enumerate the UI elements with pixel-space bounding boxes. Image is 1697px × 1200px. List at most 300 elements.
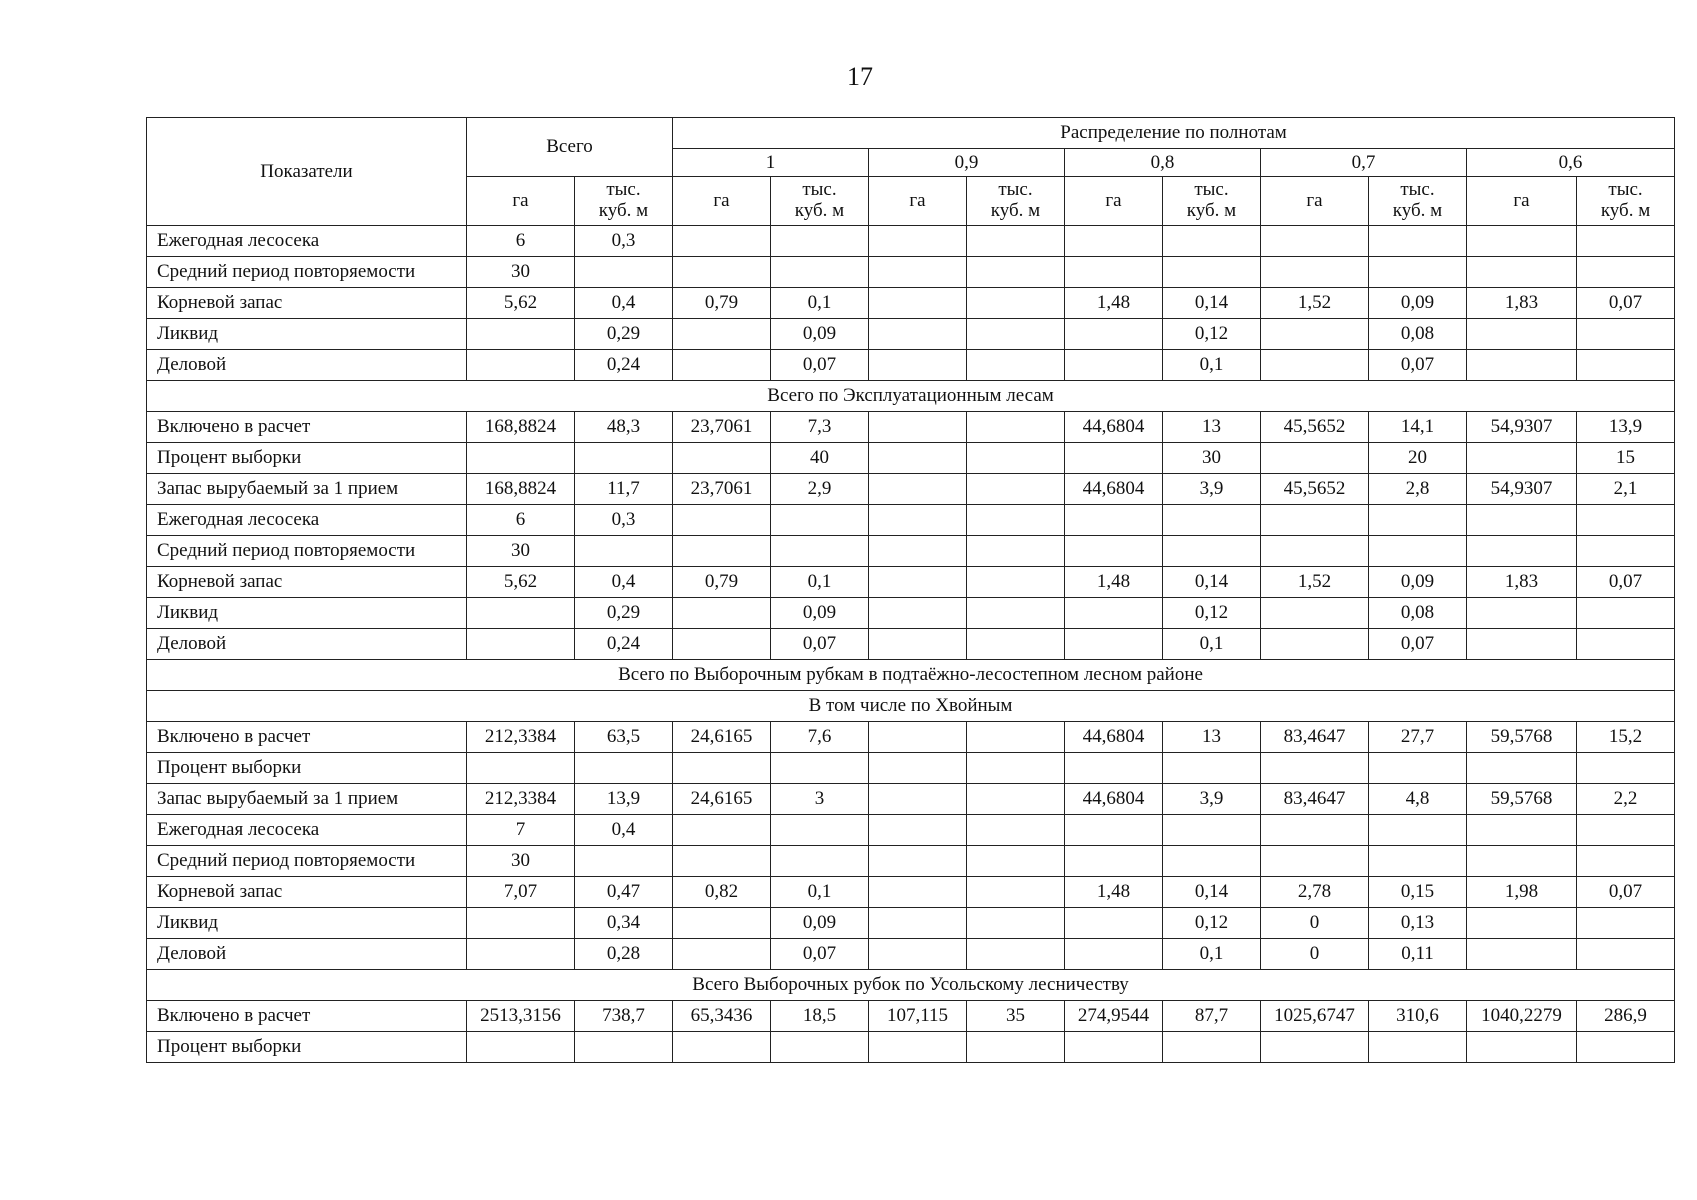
row-label: Ежегодная лесосека <box>147 226 467 257</box>
table-cell <box>673 753 771 784</box>
table-cell: 0,08 <box>1369 319 1467 350</box>
table-cell: 13 <box>1163 412 1261 443</box>
table-cell: 0,07 <box>1369 629 1467 660</box>
table-row <box>147 1032 1675 1063</box>
table-cell <box>1467 536 1577 567</box>
table-cell <box>869 412 967 443</box>
table-cell: 0,07 <box>771 629 869 660</box>
table-cell <box>967 877 1065 908</box>
table-row <box>147 877 1675 908</box>
table-cell <box>771 505 869 536</box>
table-cell: 18,5 <box>771 1001 869 1032</box>
table-cell <box>1577 536 1675 567</box>
table-cell: 1,48 <box>1065 288 1163 319</box>
page-number: 17 <box>847 62 873 91</box>
table-cell <box>673 536 771 567</box>
table-cell: 1,98 <box>1467 877 1577 908</box>
table-cell <box>673 443 771 474</box>
table-cell: 83,4647 <box>1261 784 1369 815</box>
table-cell <box>1577 319 1675 350</box>
table-cell: 0,09 <box>1369 288 1467 319</box>
table-cell: 0,09 <box>1369 567 1467 598</box>
table-cell: 0,4 <box>575 288 673 319</box>
table-cell <box>1261 846 1369 877</box>
unit-volume-line1: тыс. <box>1400 179 1435 201</box>
row-label: Деловой <box>147 939 467 970</box>
table-cell <box>869 908 967 939</box>
table-row <box>147 257 1675 288</box>
table-cell: 310,6 <box>1369 1001 1467 1032</box>
table-cell: 7,6 <box>771 722 869 753</box>
unit-ha-label: га <box>1306 190 1323 212</box>
table-cell <box>673 257 771 288</box>
header-density: 1 <box>673 149 869 177</box>
unit-volume-line2: куб. м <box>990 200 1041 221</box>
header-density: 0,9 <box>869 149 1065 177</box>
unit-volume-line1: тыс. <box>998 179 1033 201</box>
header-row-1 <box>147 118 1675 149</box>
table-cell: 20 <box>1369 443 1467 474</box>
table-cell: 1025,6747 <box>1261 1001 1369 1032</box>
table-cell: 13,9 <box>1577 412 1675 443</box>
table-cell: 59,5768 <box>1467 784 1577 815</box>
table-cell: 0,29 <box>575 319 673 350</box>
table-cell: 0,09 <box>771 908 869 939</box>
header-density: 0,8 <box>1065 149 1261 177</box>
table-cell <box>967 536 1065 567</box>
header-density: 0,6 <box>1467 149 1675 177</box>
row-label: Процент выборки <box>147 753 467 784</box>
table-cell: 286,9 <box>1577 1001 1675 1032</box>
table-cell <box>771 1032 869 1063</box>
table-cell <box>1065 505 1163 536</box>
table-cell <box>467 319 575 350</box>
table-cell <box>1577 939 1675 970</box>
table-cell: 0,82 <box>673 877 771 908</box>
table-row <box>147 505 1675 536</box>
table-cell <box>1163 536 1261 567</box>
table-cell: 45,5652 <box>1261 474 1369 505</box>
header-density: 0,7 <box>1261 149 1467 177</box>
table-cell <box>1163 1032 1261 1063</box>
table-cell <box>673 598 771 629</box>
table-cell <box>575 536 673 567</box>
table-cell <box>869 939 967 970</box>
table-cell: 168,8824 <box>467 412 575 443</box>
table-cell <box>467 1032 575 1063</box>
table-cell <box>869 505 967 536</box>
table-cell: 0,07 <box>771 350 869 381</box>
table-cell <box>1261 319 1369 350</box>
table-cell <box>1065 1032 1163 1063</box>
table-cell <box>1369 505 1467 536</box>
table-cell: 44,6804 <box>1065 784 1163 815</box>
table-cell: 0,14 <box>1163 288 1261 319</box>
table-cell <box>967 350 1065 381</box>
table-cell: 13,9 <box>575 784 673 815</box>
table-cell: 54,9307 <box>1467 412 1577 443</box>
table-cell <box>1261 598 1369 629</box>
table-cell: 30 <box>467 846 575 877</box>
table-row <box>147 474 1675 505</box>
table-cell <box>967 722 1065 753</box>
table-cell: 212,3384 <box>467 784 575 815</box>
table-cell: 0,07 <box>771 939 869 970</box>
table-cell: 0,1 <box>771 288 869 319</box>
table-cell: 5,62 <box>467 567 575 598</box>
row-label: Ежегодная лесосека <box>147 815 467 846</box>
unit-volume-line1: тыс. <box>1608 179 1643 201</box>
table-cell <box>1065 536 1163 567</box>
table-cell: 0,24 <box>575 350 673 381</box>
forest-harvest-table <box>146 117 1675 1063</box>
table-cell <box>1065 598 1163 629</box>
table-cell <box>1163 226 1261 257</box>
table-cell <box>1467 350 1577 381</box>
unit-ha <box>1467 177 1577 226</box>
row-label: Ликвид <box>147 319 467 350</box>
table-cell <box>1467 505 1577 536</box>
table-cell <box>869 567 967 598</box>
table-cell <box>1577 629 1675 660</box>
table-cell <box>869 784 967 815</box>
table-cell: 0,13 <box>1369 908 1467 939</box>
table-cell <box>467 629 575 660</box>
table-cell: 7 <box>467 815 575 846</box>
row-label: Ликвид <box>147 598 467 629</box>
table-cell <box>467 598 575 629</box>
table-cell <box>1163 257 1261 288</box>
table-cell <box>967 443 1065 474</box>
table-cell <box>1163 753 1261 784</box>
table-cell: 2,8 <box>1369 474 1467 505</box>
table-cell <box>869 536 967 567</box>
table-cell <box>967 784 1065 815</box>
table-cell <box>467 939 575 970</box>
table-cell <box>1467 939 1577 970</box>
table-cell: 48,3 <box>575 412 673 443</box>
table-cell <box>1369 257 1467 288</box>
table-cell <box>967 567 1065 598</box>
table-cell <box>1577 257 1675 288</box>
table-cell <box>673 908 771 939</box>
table-cell: 23,7061 <box>673 474 771 505</box>
table-cell: 0,29 <box>575 598 673 629</box>
table-cell: 1,52 <box>1261 567 1369 598</box>
table-cell: 0 <box>1261 939 1369 970</box>
table-cell <box>1065 319 1163 350</box>
table-row <box>147 350 1675 381</box>
table-body <box>147 226 1675 1063</box>
table-cell: 2513,3156 <box>467 1001 575 1032</box>
row-label: Корневой запас <box>147 288 467 319</box>
table-cell: 0,07 <box>1577 567 1675 598</box>
table-cell: 5,62 <box>467 288 575 319</box>
section-row <box>147 691 1675 722</box>
table-cell: 4,8 <box>1369 784 1467 815</box>
unit-ha <box>869 177 967 226</box>
table-cell: 11,7 <box>575 474 673 505</box>
table-cell: 1,83 <box>1467 288 1577 319</box>
table-cell <box>771 815 869 846</box>
table-cell <box>1467 226 1577 257</box>
table-cell: 0,47 <box>575 877 673 908</box>
table-cell: 15,2 <box>1577 722 1675 753</box>
table-cell: 83,4647 <box>1261 722 1369 753</box>
table-row <box>147 939 1675 970</box>
table-cell <box>967 629 1065 660</box>
table-cell: 0,24 <box>575 629 673 660</box>
table-cell: 0,14 <box>1163 877 1261 908</box>
table-cell <box>967 939 1065 970</box>
table-cell <box>1065 939 1163 970</box>
table-cell <box>1065 846 1163 877</box>
table-cell: 0,79 <box>673 567 771 598</box>
table-cell <box>967 226 1065 257</box>
table-cell: 0,15 <box>1369 877 1467 908</box>
table-cell <box>1577 226 1675 257</box>
table-row <box>147 784 1675 815</box>
unit-ha <box>467 177 575 226</box>
table-cell <box>1065 350 1163 381</box>
table-cell <box>467 443 575 474</box>
row-label: Деловой <box>147 350 467 381</box>
table-row <box>147 319 1675 350</box>
table-row <box>147 846 1675 877</box>
table-cell <box>869 443 967 474</box>
table-cell: 87,7 <box>1163 1001 1261 1032</box>
table-cell <box>869 598 967 629</box>
section-row <box>147 381 1675 412</box>
table-cell <box>869 350 967 381</box>
table-cell <box>967 598 1065 629</box>
table-cell: 65,3436 <box>673 1001 771 1032</box>
table-cell <box>869 1032 967 1063</box>
unit-volume-line2: куб. м <box>1392 200 1443 221</box>
table-cell <box>967 257 1065 288</box>
unit-volume-line1: тыс. <box>1194 179 1229 201</box>
header-distribution: Распределение по полнотам <box>673 118 1675 149</box>
table-cell: 2,1 <box>1577 474 1675 505</box>
table-cell <box>1577 1032 1675 1063</box>
table-cell: 738,7 <box>575 1001 673 1032</box>
table-cell <box>967 288 1065 319</box>
table-cell: 2,78 <box>1261 877 1369 908</box>
table-cell <box>1467 753 1577 784</box>
table-cell: 3,9 <box>1163 474 1261 505</box>
table-cell <box>673 939 771 970</box>
section-row <box>147 660 1675 691</box>
table-cell: 0,12 <box>1163 908 1261 939</box>
table-cell <box>1261 629 1369 660</box>
table-cell <box>1577 598 1675 629</box>
unit-ha-label: га <box>713 190 730 212</box>
table-row <box>147 629 1675 660</box>
table-cell <box>967 474 1065 505</box>
section-title: В том числе по Хвойным <box>147 691 1675 722</box>
table-cell <box>673 815 771 846</box>
table-cell <box>673 319 771 350</box>
table-cell: 14,1 <box>1369 412 1467 443</box>
table-cell <box>1467 908 1577 939</box>
table-cell: 274,9544 <box>1065 1001 1163 1032</box>
table-cell <box>1467 598 1577 629</box>
table-cell: 35 <box>967 1001 1065 1032</box>
table-cell: 44,6804 <box>1065 412 1163 443</box>
table-cell: 0,09 <box>771 319 869 350</box>
table-cell: 1,48 <box>1065 877 1163 908</box>
unit-volume-line2: куб. м <box>598 200 649 221</box>
table-row <box>147 908 1675 939</box>
table-cell: 0,3 <box>575 505 673 536</box>
table-cell: 0,07 <box>1577 877 1675 908</box>
table-cell <box>1163 846 1261 877</box>
unit-volume-line2: куб. м <box>1600 200 1651 221</box>
unit-volume <box>575 177 673 226</box>
table-cell <box>967 505 1065 536</box>
table-cell <box>1261 443 1369 474</box>
table-cell <box>771 753 869 784</box>
table-cell <box>869 629 967 660</box>
table-row <box>147 226 1675 257</box>
row-label: Средний период повторяемости <box>147 257 467 288</box>
table-cell <box>575 257 673 288</box>
table-cell: 40 <box>771 443 869 474</box>
table-row <box>147 753 1675 784</box>
table-cell: 3 <box>771 784 869 815</box>
table-cell <box>869 815 967 846</box>
table-cell: 24,6165 <box>673 722 771 753</box>
unit-ha <box>1261 177 1369 226</box>
table-cell: 0,12 <box>1163 598 1261 629</box>
table-cell <box>1065 908 1163 939</box>
table-row <box>147 722 1675 753</box>
table-cell: 1,48 <box>1065 567 1163 598</box>
table-cell <box>1369 226 1467 257</box>
table-cell <box>673 1032 771 1063</box>
table-cell: 0,1 <box>1163 939 1261 970</box>
table-cell: 1,52 <box>1261 288 1369 319</box>
table-cell <box>1163 505 1261 536</box>
table-cell <box>869 753 967 784</box>
table-cell <box>575 443 673 474</box>
table-cell: 63,5 <box>575 722 673 753</box>
row-label: Запас вырубаемый за 1 прием <box>147 784 467 815</box>
table-cell <box>673 629 771 660</box>
table-cell <box>967 319 1065 350</box>
table-cell: 1,83 <box>1467 567 1577 598</box>
row-label: Деловой <box>147 629 467 660</box>
table-cell <box>771 257 869 288</box>
table-row <box>147 567 1675 598</box>
row-label: Корневой запас <box>147 877 467 908</box>
table-cell <box>967 1032 1065 1063</box>
table-cell: 0,79 <box>673 288 771 319</box>
unit-volume-line2: куб. м <box>1186 200 1237 221</box>
table-cell <box>575 753 673 784</box>
table-cell: 212,3384 <box>467 722 575 753</box>
table-cell <box>869 319 967 350</box>
table-cell <box>1261 226 1369 257</box>
table-cell: 3,9 <box>1163 784 1261 815</box>
table-cell <box>1261 815 1369 846</box>
unit-volume-line1: тыс. <box>606 179 641 201</box>
table-cell <box>673 226 771 257</box>
unit-ha-label: га <box>909 190 926 212</box>
table-cell <box>673 350 771 381</box>
row-label: Процент выборки <box>147 1032 467 1063</box>
table-cell <box>1467 1032 1577 1063</box>
table-cell <box>771 226 869 257</box>
table-cell <box>1065 815 1163 846</box>
table-row <box>147 536 1675 567</box>
row-label: Средний период повторяемости <box>147 846 467 877</box>
table-cell <box>1065 629 1163 660</box>
table-cell: 107,115 <box>869 1001 967 1032</box>
table-cell <box>967 846 1065 877</box>
table-cell: 44,6804 <box>1065 474 1163 505</box>
table-cell: 13 <box>1163 722 1261 753</box>
table-row <box>147 815 1675 846</box>
table-cell <box>1065 257 1163 288</box>
table-cell <box>869 257 967 288</box>
row-label: Включено в расчет <box>147 722 467 753</box>
row-label: Включено в расчет <box>147 412 467 443</box>
table-row <box>147 288 1675 319</box>
table-cell: 30 <box>467 536 575 567</box>
table-cell: 0,11 <box>1369 939 1467 970</box>
table-cell: 0,1 <box>1163 629 1261 660</box>
table-cell: 7,07 <box>467 877 575 908</box>
table-cell <box>869 474 967 505</box>
table-cell <box>1369 1032 1467 1063</box>
table-cell <box>771 846 869 877</box>
unit-volume <box>1577 177 1675 226</box>
table-cell: 54,9307 <box>1467 474 1577 505</box>
table-cell: 30 <box>1163 443 1261 474</box>
table-cell <box>467 350 575 381</box>
table-row <box>147 598 1675 629</box>
table-cell <box>869 877 967 908</box>
table-cell: 27,7 <box>1369 722 1467 753</box>
table-cell <box>967 753 1065 784</box>
section-row <box>147 970 1675 1001</box>
section-title: Всего по Эксплуатационным лесам <box>147 381 1675 412</box>
unit-volume <box>771 177 869 226</box>
table-cell <box>1577 908 1675 939</box>
table-cell <box>1467 257 1577 288</box>
table-cell: 0,34 <box>575 908 673 939</box>
table-cell <box>1467 815 1577 846</box>
table-cell: 6 <box>467 226 575 257</box>
unit-ha-label: га <box>1105 190 1122 212</box>
row-label: Корневой запас <box>147 567 467 598</box>
table-cell: 0,14 <box>1163 567 1261 598</box>
row-label: Средний период повторяемости <box>147 536 467 567</box>
table-row <box>147 1001 1675 1032</box>
table-cell: 45,5652 <box>1261 412 1369 443</box>
unit-volume <box>967 177 1065 226</box>
unit-volume-line1: тыс. <box>802 179 837 201</box>
table-cell: 1040,2279 <box>1467 1001 1577 1032</box>
section-title: Всего Выборочных рубок по Усольскому лесничеству <box>147 970 1675 1001</box>
table-cell <box>1577 846 1675 877</box>
row-label: Ликвид <box>147 908 467 939</box>
table-cell <box>869 846 967 877</box>
section-title: Всего по Выборочным рубкам в подтаёжно-лесостепном лесном районе <box>147 660 1675 691</box>
table-cell <box>967 412 1065 443</box>
table-cell <box>1261 536 1369 567</box>
